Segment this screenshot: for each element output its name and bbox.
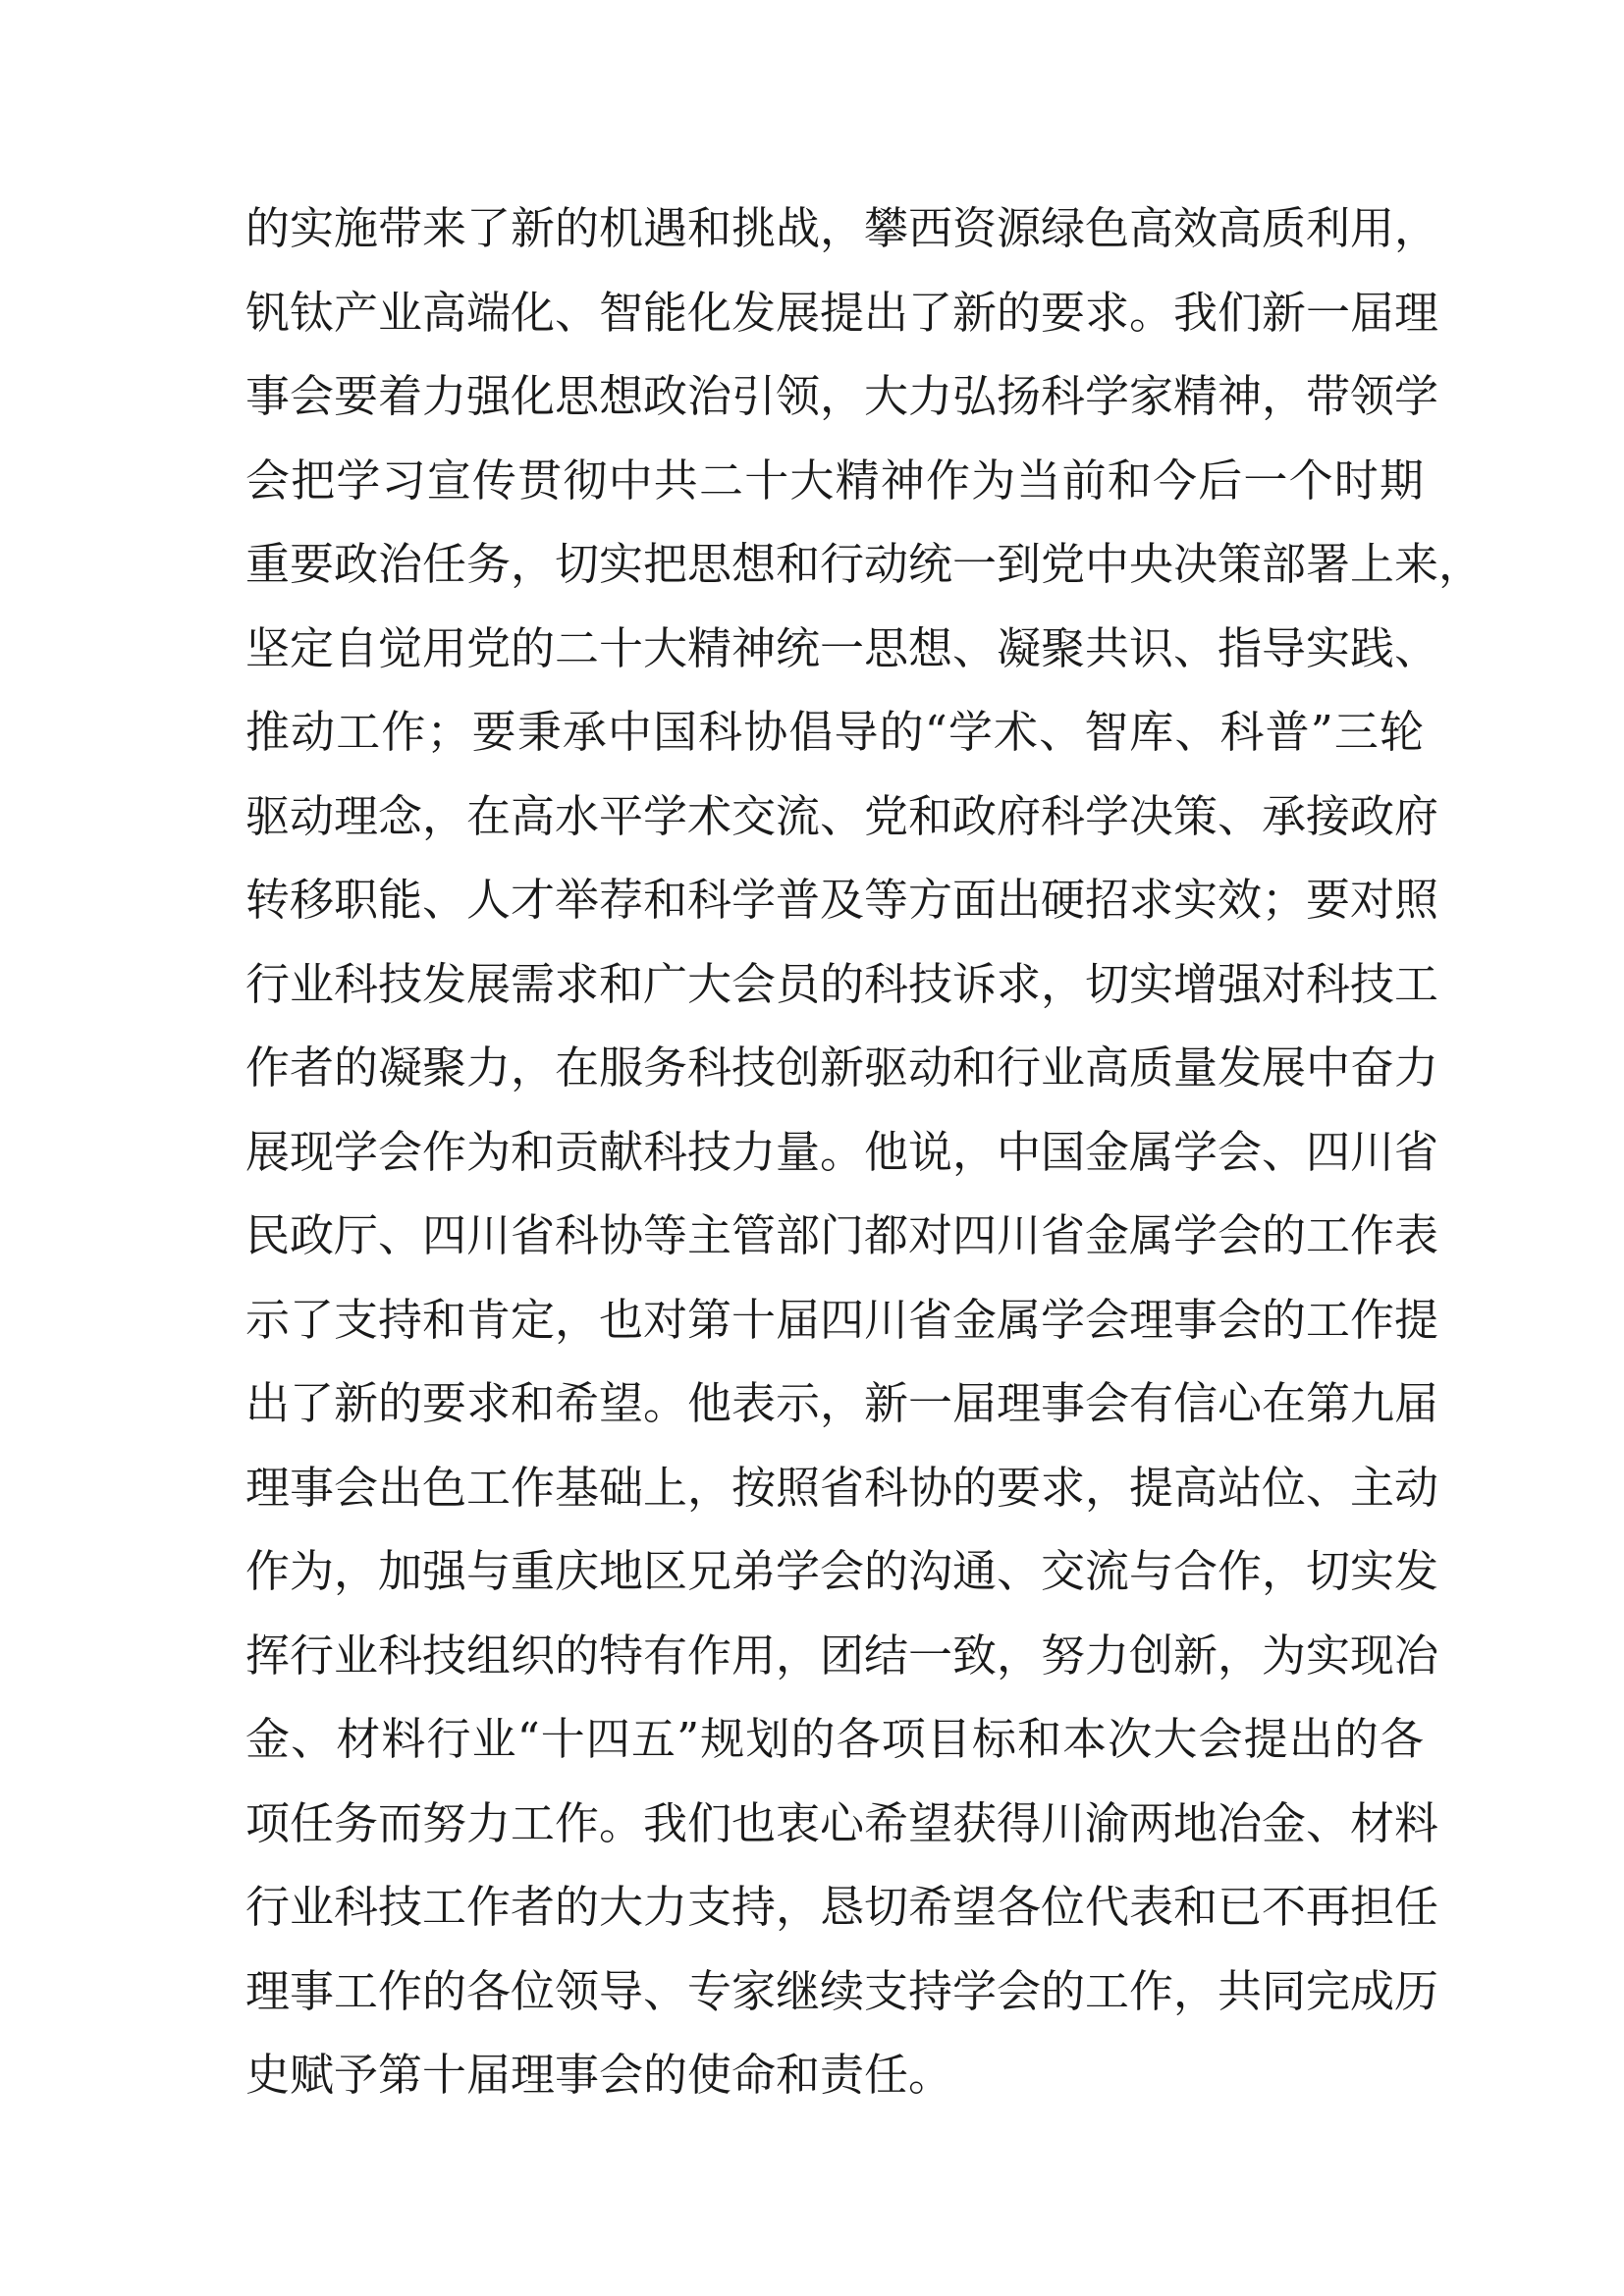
text-line: 理事会出色工作基础上，按照省科协的要求，提高站位、主动 [245, 1461, 1439, 1514]
text-line: 推动工作；要秉承中国科协倡导的“学术、智库、科普”三轮 [245, 706, 1424, 758]
text-line: 重要政治任务，切实把思想和行动统一到党中央决策部署上来， [245, 538, 1484, 590]
text-line: 行业科技发展需求和广大会员的科技诉求，切实增强对科技工 [245, 957, 1439, 1010]
text-line-last: 史赋予第十届理事会的使命和责任。 [245, 2049, 953, 2101]
text-line: 作为，加强与重庆地区兄弟学会的沟通、交流与合作，切实发 [245, 1545, 1439, 1597]
text-line: 理事工作的各位领导、专家继续支持学会的工作，共同完成历 [245, 1964, 1439, 2017]
text-line: 会把学习宣传贯彻中共二十大精神作为当前和今后一个时期 [245, 454, 1424, 507]
text-line: 挥行业科技组织的特有作用，团结一致，努力创新，为实现冶 [245, 1629, 1439, 1682]
text-line: 坚定自觉用党的二十大精神统一思想、凝聚共识、指导实践、 [245, 621, 1439, 674]
body-text [245, 187, 1484, 2117]
text-line: 的实施带来了新的机遇和挑战，攀西资源绿色高效高质利用， [245, 202, 1439, 254]
text-line: 出了新的要求和希望。他表示，新一届理事会有信心在第九届 [245, 1377, 1439, 1429]
text-line: 驱动理念，在高水平学术交流、党和政府科学决策、承接政府 [245, 789, 1439, 842]
text-line: 项任务而努力工作。我们也衷心希望获得川渝两地冶金、材料 [245, 1796, 1439, 1849]
text-line: 示了支持和肯定，也对第十届四川省金属学会理事会的工作提 [245, 1293, 1439, 1346]
text-line: 转移职能、人才举荐和科学普及等方面出硬招求实效；要对照 [245, 874, 1439, 926]
text-line: 作者的凝聚力，在服务科技创新驱动和行业高质量发展中奋力 [245, 1041, 1439, 1094]
text-line: 钒钛产业高端化、智能化发展提出了新的要求。我们新一届理 [245, 286, 1439, 339]
text-line: 事会要着力强化思想政治引领，大力弘扬科学家精神，带领学 [245, 370, 1439, 422]
text-line: 民政厅、四川省科协等主管部门都对四川省金属学会的工作表 [245, 1209, 1439, 1261]
text-line: 行业科技工作者的大力支持，恳切希望各位代表和已不再担任 [245, 1881, 1439, 1933]
text-line: 金、材料行业“十四五”规划的各项目标和本次大会提出的各 [245, 1713, 1424, 1765]
text-line: 展现学会作为和贡献科技力量。他说，中国金属学会、四川省 [245, 1125, 1439, 1178]
